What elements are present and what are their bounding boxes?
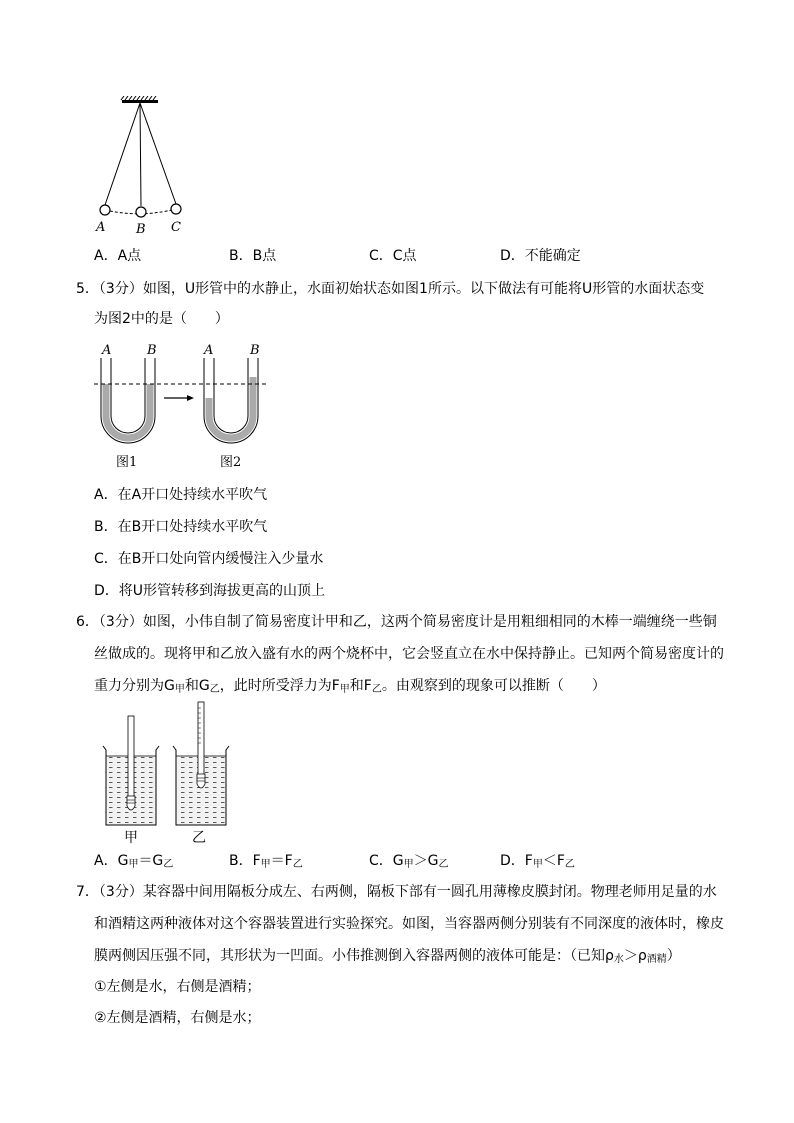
q4-option-a[interactable]: A．A点 [94,248,142,264]
u-tube-figure [90,338,280,474]
q6-stem-line1: 6．（3分）如图，小伟自制了简易密度计甲和乙，这两个简易密度计是用粗细相同的木棒一端缠绕一些铜 [76,614,717,630]
fig2-label-b: B [250,343,260,358]
q6-stem-line2: 丝做成的。现将甲和乙放入盛有水的两个烧杯中，它会竖直立在水中保持静止。已知两个简易密度计的 [94,646,724,662]
q7-stem-line2: 和酒精这两种液体对这个容器装置进行实验探究。如图，当容器两侧分别装有不同深度的液体时，橡皮 [94,916,724,932]
q6-stem-line3: 重力分别为$G_甲$和$G_乙$，此时所受浮力为$F_甲$和$F_乙$。由观察到的现象可以推断（ ） [94,678,606,695]
fig2-label-a: A [204,343,214,358]
q5-stem-line1: 5．（3分）如图，U形管中的水静止，水面初始状态如图1所示。以下做法有可能将U形管的水面状态变 [76,281,705,297]
label-b: B [136,222,146,236]
q5-option-b[interactable]: B．在B开口处持续水平吹气 [94,519,268,535]
q4-option-b[interactable]: B．B点 [229,248,277,264]
q7-item-1: ①左侧是水，右侧是酒精； [94,979,261,995]
fig1-label-b: B [147,343,157,358]
q4-option-d[interactable]: D．不能确定 [500,248,581,264]
q6-option-b[interactable]: B．$F_甲=F_乙$ [229,853,303,870]
label-a: A [96,220,106,235]
caption-yi: 乙 [192,830,206,845]
beaker-figure [100,700,240,845]
q7-stem-line3: 膜两侧因压强不同，其形状为一凹面。小伟推测倒入容器两侧的液体可能是：（已知$\rho_水>\rho_{酒精}$） [94,948,681,965]
q7-item-2: ②左侧是酒精，右侧是水； [94,1010,261,1026]
q6-option-d[interactable]: D．$F_甲<F_乙$ [500,853,575,870]
q5-option-d[interactable]: D．将U形管转移到海拔更高的山顶上 [94,583,326,599]
fig1-label-a: A [102,343,112,358]
q6-option-c[interactable]: C．$G_甲>G_乙$ [369,853,449,870]
caption-fig1: 图1 [116,455,138,470]
caption-fig2: 图2 [220,455,242,470]
q6-option-a[interactable]: A．$G_甲=G_乙$ [94,853,174,870]
caption-jia: 甲 [124,830,138,845]
pendulum-figure [88,96,198,236]
q5-stem-line2: 为图2中的是（ ） [94,311,229,327]
label-c: C [171,220,181,235]
q5-option-c[interactable]: C．在B开口处向管内缓慢注入少量水 [94,551,324,567]
q5-option-a[interactable]: A．在A开口处持续水平吹气 [94,487,268,503]
q4-option-c[interactable]: C．C点 [369,248,417,264]
q7-stem-line1: 7．（3分）某容器中间用隔板分成左、右两侧，隔板下部有一圆孔用薄橡皮膜封闭。物理老师用足量的水 [76,884,717,900]
